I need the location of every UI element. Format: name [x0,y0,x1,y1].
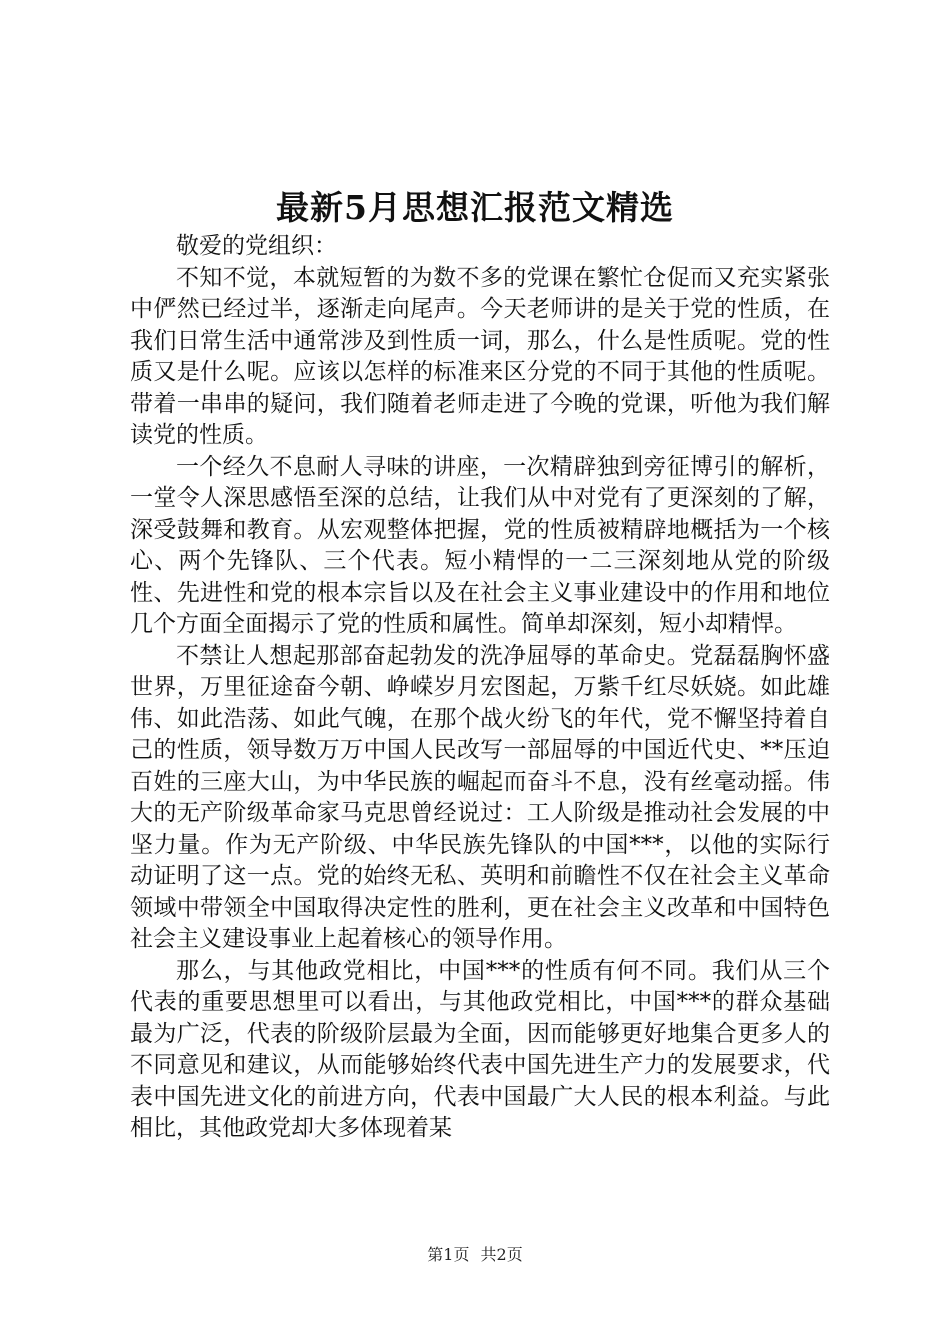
document-title: 最新5月思想汇报范文精选 [276,188,674,227]
paragraph: 那么，与其他政党相比，中国***的性质有何不同。我们从三个代表的重要思想里可以看出，与其他政党相比，中国***的群众基础最为广泛，代表的阶级阶层最为全面，因而能够更好地集合更多人的不同意见和建议，从而能够始终代表中国先进生产力的发展要求，代表中国先进文化的前进方向，代表中国最广大人民的根本利益。与此相比，其他政党却大多体现着某 [130,957,830,1141]
paragraph: 不知不觉，本就短暂的为数不多的党课在繁忙仓促而又充实紧张中俨然已经过半，逐渐走向尾声。今天老师讲的是关于党的性质，在我们日常生活中通常涉及到性质一词，那么，什么是性质呢。党的性质又是什么呢。应该以怎样的标准来区分党的不同于其他的性质呢。带着一串串的疑问，我们随着老师走进了今晚的党课，听他为我们解读党的性质。 [130,264,830,448]
paragraph: 不禁让人想起那部奋起勃发的洗净屈辱的革命史。党磊磊胸怀盛世界，万里征途奋今朝、峥嵘岁月宏图起，万紫千红尽妖娆。如此雄伟、如此浩荡、如此气魄，在那个战火纷飞的年代，党不懈坚持着自己的性质，领导数万万中国人民改写一部屈辱的中国近代史、**压迫百姓的三座大山，为中华民族的崛起而奋斗不息，没有丝毫动摇。伟大的无产阶级革命家马克思曾经说过：工人阶级是推动社会发展的中坚力量。作为无产阶级、中华民族先锋队的中国***，以他的实际行动证明了这一点。党的始终无私、英明和前瞻性不仅在社会主义革命领域中带领全中国取得决定性的胜利，更在社会主义改革和中国特色社会主义建设事业上起着核心的领导作用。 [130,642,830,952]
salutation: 敬爱的党组织： [176,233,337,259]
page-total: 共2页 [480,1245,523,1264]
document-body [130,231,830,1145]
page-number: 第1页 [427,1245,470,1264]
page-footer [0,1244,950,1266]
paragraph: 一个经久不息耐人寻味的讲座，一次精辟独到旁征博引的解析，一堂令人深思感悟至深的总结，让我们从中对党有了更深刻的了解，深受鼓舞和教育。从宏观整体把握，党的性质被精辟地概括为一个核心、两个先锋队、三个代表。短小精悍的一二三深刻地从党的阶级性、先进性和党的根本宗旨以及在社会主义事业建设中的作用和地位几个方面全面揭示了党的性质和属性。简单却深刻，短小却精悍。 [130,453,830,637]
